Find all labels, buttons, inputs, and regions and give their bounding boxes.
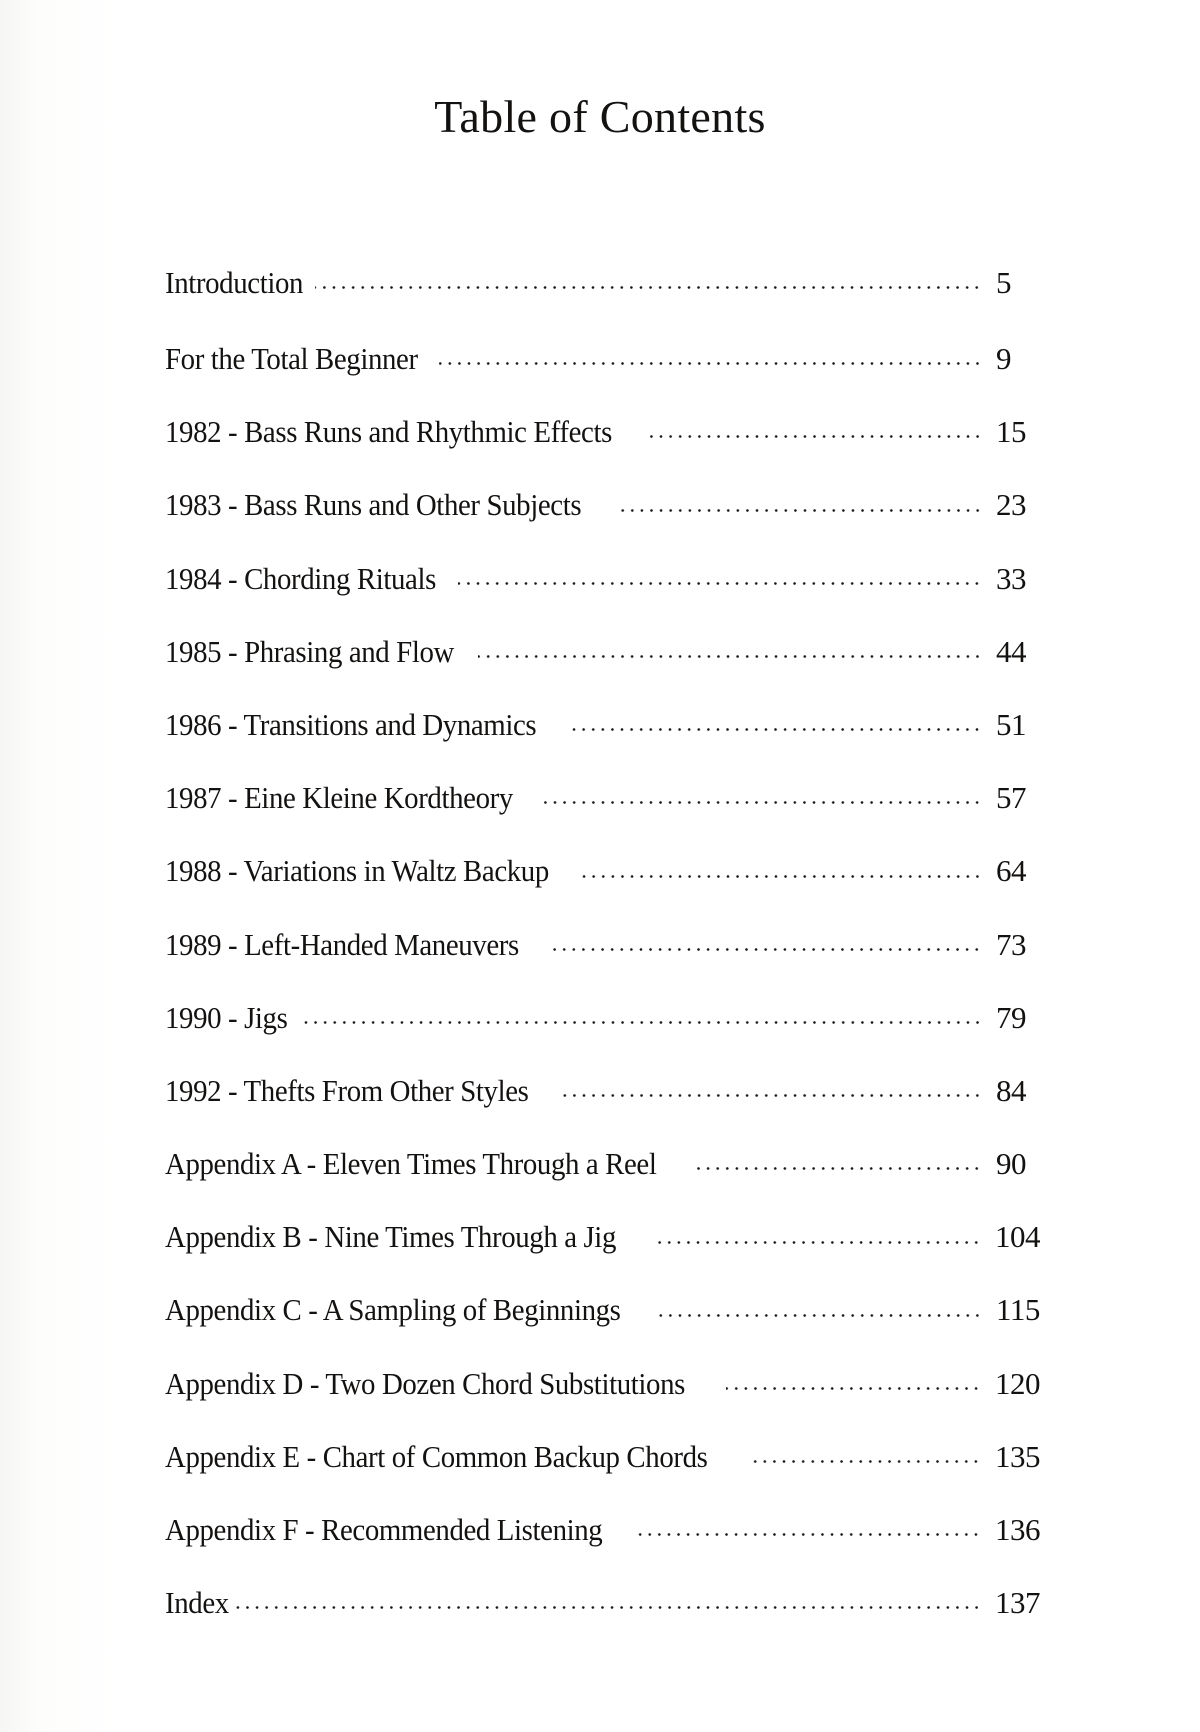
toc-entry-total-beginner[interactable] — [165, 338, 1040, 411]
dot-leader — [478, 631, 982, 662]
toc-entry-title: 1983 - Bass Runs and Other Subjects — [165, 487, 582, 523]
toc-page-number: 64 — [996, 853, 1026, 889]
toc-page-number: 44 — [996, 633, 1026, 669]
toc-entry-title: Appendix C - A Sampling of Beginnings — [165, 1292, 621, 1328]
toc-entry-title: For the Total Beginner — [165, 341, 418, 376]
toc-entry-appendix-b[interactable] — [165, 1216, 1040, 1289]
toc-entry-title: 1992 - Thefts From Other Styles — [165, 1072, 529, 1108]
toc-entry-1989[interactable] — [165, 924, 1040, 997]
toc-page-number: 73 — [996, 926, 1026, 962]
toc-entry-title: 1990 - Jigs — [165, 999, 288, 1035]
toc-entry-1984[interactable] — [165, 558, 1040, 631]
toc-page-number: 5 — [996, 265, 1011, 300]
dot-leader — [726, 1363, 981, 1394]
dot-leader — [458, 558, 982, 589]
dot-leader — [637, 1509, 981, 1540]
toc-entry-appendix-f[interactable] — [165, 1509, 1040, 1582]
toc-entry-1988[interactable] — [165, 850, 1040, 923]
toc-entry-appendix-d[interactable] — [165, 1363, 1040, 1436]
toc-page-number: 51 — [996, 706, 1026, 742]
toc-entry-appendix-c[interactable] — [165, 1289, 1040, 1362]
toc-page-number: 57 — [996, 780, 1026, 816]
dot-leader — [558, 1070, 982, 1101]
toc-page-number: 33 — [996, 560, 1026, 596]
toc-page-number: 135 — [995, 1438, 1040, 1474]
toc-page-number: 9 — [996, 341, 1011, 376]
toc-entry-title: 1986 - Transitions and Dynamics — [165, 706, 537, 742]
dot-leader — [615, 484, 982, 515]
toc-entry-title: 1987 - Eine Kleine Kordtheory — [165, 780, 513, 816]
toc-page-number: 115 — [996, 1292, 1040, 1328]
toc-page-number: 104 — [995, 1219, 1040, 1255]
toc-entry-1983[interactable] — [165, 484, 1040, 557]
toc-entry-title: 1985 - Phrasing and Flow — [165, 633, 454, 669]
toc-entry-1986[interactable] — [165, 704, 1040, 777]
toc-entry-title: Appendix D - Two Dozen Chord Substitutions — [165, 1365, 685, 1401]
toc-entry-index[interactable] — [165, 1582, 1040, 1655]
toc-entry-title: 1984 - Chording Rituals — [165, 560, 436, 596]
toc-entry-title: Appendix F - Recommended Listening — [165, 1512, 603, 1547]
toc-entry-1987[interactable] — [165, 777, 1040, 850]
dot-leader — [648, 411, 982, 442]
toc-entry-title: Index — [165, 1585, 229, 1621]
toc-entry-1990[interactable] — [165, 997, 1040, 1070]
toc-page-number: 84 — [996, 1072, 1026, 1108]
toc-entry-title: 1982 - Bass Runs and Rhythmic Effects — [165, 414, 612, 450]
toc-page-number: 136 — [995, 1512, 1040, 1547]
dot-leader — [566, 704, 982, 735]
toc-page-number: 120 — [995, 1365, 1040, 1401]
dot-leader — [439, 338, 982, 369]
table-of-contents — [165, 262, 1040, 1655]
dot-leader — [315, 262, 982, 293]
toc-page-number: 23 — [996, 487, 1026, 523]
toc-entry-introduction[interactable] — [165, 262, 1040, 338]
toc-entry-1985[interactable] — [165, 631, 1040, 704]
toc-page-number: 79 — [996, 999, 1026, 1035]
toc-entry-title: 1988 - Variations in Waltz Backup — [165, 853, 549, 889]
toc-entry-title: Appendix B - Nine Times Through a Jig — [165, 1219, 617, 1255]
toc-page-number: 137 — [995, 1585, 1040, 1621]
dot-leader — [652, 1216, 981, 1247]
dot-leader — [580, 850, 982, 881]
toc-entry-title: Introduction — [165, 265, 304, 300]
dot-leader — [547, 924, 982, 955]
dot-leader — [695, 1143, 982, 1174]
toc-entry-appendix-a[interactable] — [165, 1143, 1040, 1216]
toc-page-number: 15 — [996, 414, 1026, 450]
toc-entry-title: 1989 - Left-Handed Maneuvers — [165, 926, 519, 962]
toc-entry-title: Appendix A - Eleven Times Through a Reel — [165, 1146, 657, 1182]
toc-entry-title: Appendix E - Chart of Common Backup Chords — [165, 1438, 708, 1474]
dot-leader — [541, 777, 982, 808]
dot-leader — [750, 1436, 981, 1467]
toc-entry-1982[interactable] — [165, 411, 1040, 484]
toc-entry-1992[interactable] — [165, 1070, 1040, 1143]
dot-leader — [657, 1289, 982, 1320]
dot-leader — [236, 1582, 981, 1613]
dot-leader — [299, 997, 982, 1028]
toc-page-number: 90 — [996, 1146, 1026, 1182]
toc-entry-appendix-e[interactable] — [165, 1436, 1040, 1509]
page-title: Table of Contents — [434, 91, 766, 142]
